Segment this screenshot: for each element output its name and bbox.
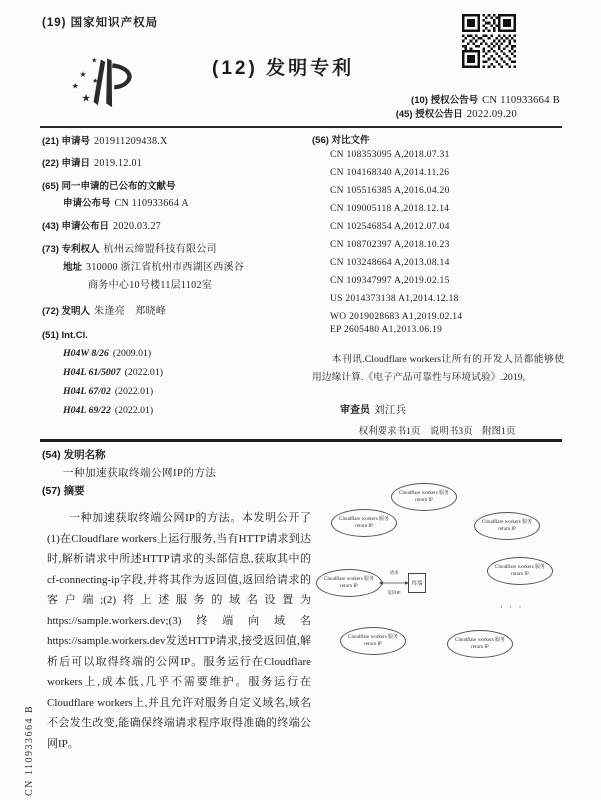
cnipa-logo-icon xyxy=(56,44,134,110)
grant-date-label: (45) 授权公告日 xyxy=(395,109,463,120)
worker-node xyxy=(340,627,406,655)
inventors-value: 朱逢亮 郑晓峰 xyxy=(94,306,167,317)
ipc-code: H04L 61/5007 xyxy=(63,367,121,378)
citations-header xyxy=(312,130,370,148)
prior-publication-number-label: 申请公布号 xyxy=(63,198,111,209)
svg-text:★: ★ xyxy=(91,57,98,65)
ipc-version: (2022.01) xyxy=(114,386,154,397)
worker-node xyxy=(316,569,382,597)
section-divider xyxy=(40,439,562,442)
pages-summary: 权利要求书1页 说明书3页 附图1页 xyxy=(358,427,516,437)
application-number-row xyxy=(42,131,168,149)
ipc-row xyxy=(63,381,153,399)
patentee-row xyxy=(42,239,217,257)
worker-node xyxy=(474,512,540,540)
citations-label: (56) 对比文件 xyxy=(312,135,370,146)
abstract-figure xyxy=(318,478,564,673)
qr-code xyxy=(462,14,516,68)
ellipsis-dots: · · · xyxy=(500,602,524,612)
ipc-row xyxy=(63,343,151,361)
non-patent-citation: 本刊讯.Cloudflare workers让所有的开发人员都能够使用边缘计算.《电子产品可靠性与环境试验》.2019, xyxy=(312,353,564,383)
worker-node xyxy=(447,630,513,658)
abstract-label: (57) 摘要 xyxy=(42,485,85,497)
invention-title: 一种加速获取终端公网IP的方法 xyxy=(63,468,217,479)
worker-node-sublabel: return IP xyxy=(498,527,516,532)
citation-item: CN 109005118 A,2018.12.14 xyxy=(330,204,450,214)
grant-number-value: CN 110933664 B xyxy=(482,95,560,106)
application-date-row xyxy=(42,153,142,171)
worker-node-sublabel: return IP xyxy=(355,524,373,529)
address-line2: 商务中心10号楼11层1102室 xyxy=(88,280,213,291)
citation-item: US 2014373138 A1,2014.12.18 xyxy=(330,294,459,304)
patentee-value: 杭州云缔盟科技有限公司 xyxy=(103,244,217,255)
citation-item: WO 2019028683 A1,2019.02.14 xyxy=(330,312,463,322)
ipc-row xyxy=(63,362,163,380)
citation-item: CN 102546854 A,2012.07.04 xyxy=(330,222,450,232)
address-line1: 310000 浙江省杭州市西湖区西溪谷 xyxy=(86,262,245,273)
worker-node-label: Cloudflare workers 服务 xyxy=(348,635,398,640)
ipc-version: (2009.01) xyxy=(112,348,152,359)
examiner-value: 刘江兵 xyxy=(374,405,407,416)
abstract-text: 一种加速获取终端公网IP的方法。本发明公开了(1)在Cloudflare workers上运行服务,当有HTTP请求到达时,解析请求中所述HTTP请求的头部信息,获取其中的cf-connecting-ip字段,并将其作为返回值,返回给请求的客户端;(2)将上述服务的域名设置为https://sample.workers.dev;(3)终端向域名https://sample.workers.dev发送HTTP请求,接受返回值,解析后可以取得终端的公网IP。服务运行在Cloudflare workers上,成本低,几乎不需要维护。服务运行在Cloudflare workers上,并且允许对服务自定义域名,域名不会发生改变,能确保终端请求程序取得准确的终端公网IP。 xyxy=(47,512,311,750)
ipc-row xyxy=(63,400,153,418)
application-publication-date-value: 2020.03.27 xyxy=(113,221,162,232)
inventors-row xyxy=(42,301,166,319)
arrow-return-label: 返回IP xyxy=(387,590,401,595)
application-publication-date-label: (43) 申请公布日 xyxy=(42,221,110,232)
worker-node-sublabel: return IP xyxy=(511,572,529,577)
worker-node-sublabel: return IP xyxy=(364,642,382,647)
worker-node-sublabel: return IP xyxy=(340,584,358,589)
application-date-label: (22) 申请日 xyxy=(42,158,91,169)
edge-document-number: CN 110933664 B xyxy=(24,704,35,796)
prior-publication-number-row xyxy=(63,193,189,211)
terminal-node xyxy=(408,573,426,593)
application-number-value: 201911209438.X xyxy=(94,136,168,147)
svg-text:★: ★ xyxy=(71,81,79,91)
ipc-version: (2022.01) xyxy=(114,405,154,416)
prior-publication-row xyxy=(42,176,176,194)
worker-node-label: Cloudflare workers 服务 xyxy=(455,638,505,643)
grant-number-label: (10) 授权公告号 xyxy=(411,95,479,106)
examiner-label: 审查员 xyxy=(340,405,370,416)
citation-item: CN 109347997 A,2019.02.15 xyxy=(330,276,450,286)
examiner-row xyxy=(340,400,406,418)
svg-text:★: ★ xyxy=(92,77,99,85)
header-divider xyxy=(40,126,562,128)
int-cl-label: (51) Int.Cl. xyxy=(42,330,88,341)
prior-publication-number-value: CN 110933664 A xyxy=(114,198,189,209)
worker-node xyxy=(487,557,553,585)
citation-item: CN 108702397 A,2018.10.23 xyxy=(330,240,450,250)
svg-text:★: ★ xyxy=(79,70,87,79)
prior-publication-label: (65) 同一申请的已公布的文献号 xyxy=(42,181,176,192)
address-row2 xyxy=(88,275,212,293)
request-return-arrow-icon xyxy=(379,577,409,589)
worker-node-sublabel: return IP xyxy=(471,645,489,650)
inventors-label: (72) 发明人 xyxy=(42,306,91,317)
citation-item: CN 108353095 A,2018.07.31 xyxy=(330,150,450,160)
ipc-version: (2022.01) xyxy=(124,367,163,378)
grant-date-value: 2022.09.20 xyxy=(466,109,517,120)
worker-node-sublabel: return IP xyxy=(415,498,433,503)
worker-node xyxy=(331,509,397,537)
address-label: 地址 xyxy=(63,262,83,273)
citation-item: CN 104168340 A,2014.11.26 xyxy=(330,168,450,178)
ipc-code: H04W 8/26 xyxy=(63,348,109,359)
worker-node-label: Cloudflare workers 服务 xyxy=(324,577,374,582)
patent-office-name: (19) 国家知识产权局 xyxy=(42,17,159,29)
citation-item: CN 105516385 A,2016.04.20 xyxy=(330,186,450,196)
document-type-title: (12) 发明专利 xyxy=(212,58,355,79)
svg-text:★: ★ xyxy=(81,92,91,105)
worker-node xyxy=(391,483,457,511)
application-date-value: 2019.12.01 xyxy=(94,158,143,169)
invention-title-label: (54) 发明名称 xyxy=(42,449,106,461)
worker-node-label: Cloudflare workers 服务 xyxy=(339,517,389,522)
arrow-request-label: 请求 xyxy=(389,570,399,575)
ipc-code: H04L 67/02 xyxy=(63,386,111,397)
terminal-label: 终端 xyxy=(411,581,423,587)
ipc-code: H04L 69/22 xyxy=(63,405,111,416)
worker-node-label: Cloudflare workers 服务 xyxy=(495,565,545,570)
address-row xyxy=(63,257,244,275)
citation-item: EP 2605480 A1,2013.06.19 xyxy=(330,325,443,335)
int-cl-row xyxy=(42,325,88,343)
application-publication-date-row xyxy=(42,216,161,234)
grant-date-row xyxy=(396,104,517,122)
worker-node-label: Cloudflare workers 服务 xyxy=(482,520,532,525)
worker-node-label: Cloudflare workers 服务 xyxy=(399,491,449,496)
citation-item: CN 103248664 A,2013.08.14 xyxy=(330,258,450,268)
application-number-label: (21) 申请号 xyxy=(42,136,91,147)
patentee-label: (73) 专利权人 xyxy=(42,244,100,255)
